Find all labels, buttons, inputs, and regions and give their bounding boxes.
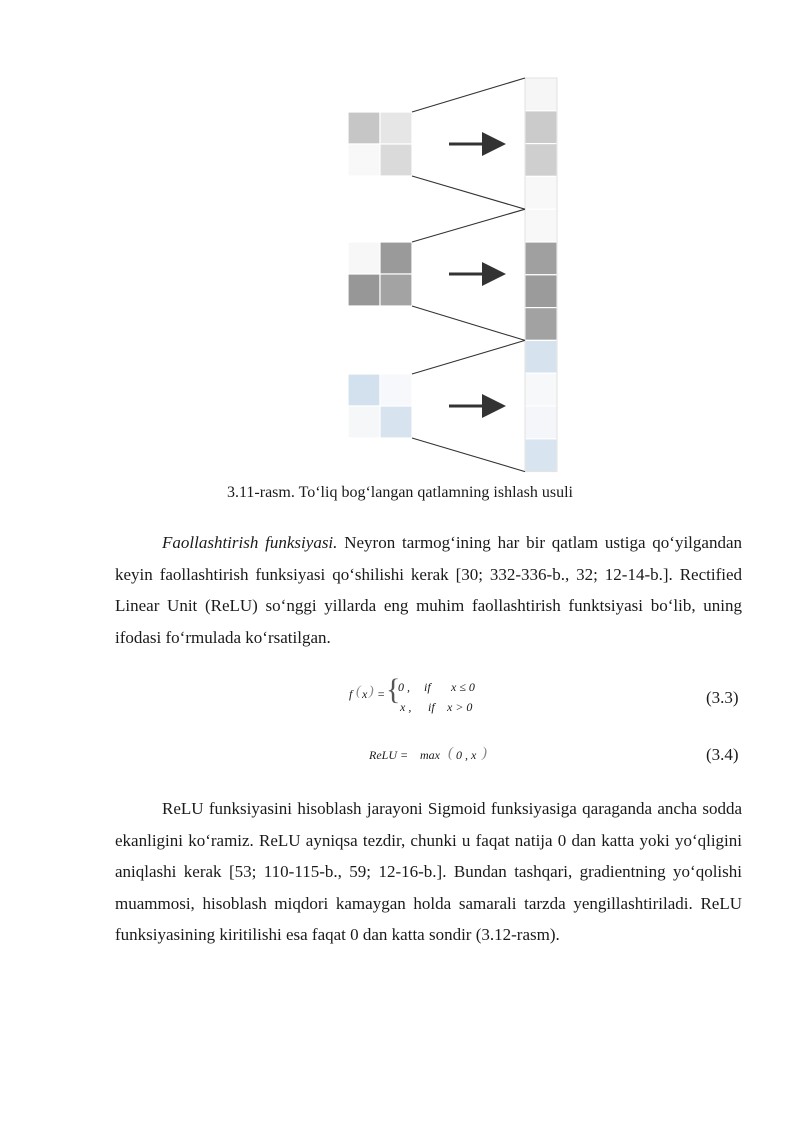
eq33-lhs: f — [349, 687, 353, 701]
figure-caption: 3.11-rasm. To‘liq bog‘langan qatlamning ishlash usuli — [227, 484, 573, 501]
eq33-case1-if: if — [424, 680, 431, 694]
output-neuron — [525, 176, 557, 209]
output-neuron — [525, 111, 557, 144]
eq34-paren-open: ( — [448, 745, 453, 761]
eq34-equals: = — [400, 748, 409, 762]
eq34-lhs: ReLU — [369, 748, 397, 762]
connection-line-top — [412, 209, 525, 242]
output-neuron — [525, 373, 557, 406]
output-neuron — [525, 209, 557, 242]
eq33-equals: = — [377, 687, 386, 701]
eq33-case2-val: x , — [400, 700, 412, 714]
input-patch-cell — [380, 112, 412, 144]
eq33-brace: { — [386, 673, 401, 706]
input-patch-cell — [348, 406, 380, 438]
output-neuron — [525, 275, 557, 308]
paragraph-body: Neyron tarmog‘ining har bir qatlam ustiga qo‘yilgandan keyin faollashtirish funksiyasi qo‘shilishi kerak [30; 332-336-b., 32; 12-14-b.]. Rectified Linear Unit (ReLU) so‘nggi yillarda eng muhim faollashtirish funktsiyasi bo‘lib, uning ifodasi fo‘rmulada ko‘rsatilgan. — [115, 533, 742, 647]
input-patch-cell — [380, 242, 412, 274]
output-neuron — [525, 78, 557, 111]
paragraph-relu-body: ReLU funksiyasini hisoblash jarayoni Sigmoid funksiyasiga qaraganda ancha sodda ekanligini ko‘ramiz. ReLU ayniqsa tezdir, chunki u faqat natija 0 dan katta yoki yo‘qligini aniqlashi kerak [53; 110-115-b., 59; 12-16-b.]. Bundan tashqari, gradientning yo‘qolishi muammosi, hisoblash miqdori kamaygan holda samarali tarzda yengillashtiriladi. ReLU funksiyasining kiritilishi esa faqat 0 dan katta sondir (3.12-rasm). — [115, 799, 742, 944]
eq34-label: (3.4) — [706, 745, 739, 764]
input-patch-cell — [380, 144, 412, 176]
eq34-args: 0 , x — [456, 748, 477, 762]
input-patch-cell — [380, 274, 412, 306]
eq33-paren-open: ( — [356, 684, 361, 699]
fully-connected-layer-figure — [340, 74, 565, 474]
paragraph-relu — [115, 793, 742, 951]
paragraph-activation-function — [115, 527, 742, 653]
input-patch-cell — [348, 274, 380, 306]
connection-line-top — [412, 78, 525, 112]
eq33-label: (3.3) — [706, 688, 739, 707]
output-neuron — [525, 439, 557, 472]
eq33-paren-close: ) — [369, 684, 374, 699]
input-patch-cell — [348, 144, 380, 176]
eq33-case2-if: if — [428, 700, 435, 714]
connection-line-bottom — [412, 176, 525, 209]
paragraph-lead: Faollashtirish funksiyasi. — [162, 533, 338, 552]
output-neuron — [525, 144, 557, 177]
output-neuron — [525, 406, 557, 439]
input-patch-cell — [348, 112, 380, 144]
eq33-case2-cond: x > 0 — [447, 700, 473, 714]
connection-line-bottom — [412, 438, 525, 472]
output-neuron — [525, 308, 557, 341]
eq33-lhs-arg: x — [362, 687, 368, 701]
connection-line-bottom — [412, 306, 525, 340]
output-neuron — [525, 242, 557, 275]
eq33-case1-cond: x ≤ 0 — [451, 680, 475, 694]
eq33-case1-val: 0 , — [398, 680, 410, 694]
eq34-func: max — [420, 748, 440, 762]
eq34-paren-close: ) — [482, 745, 487, 761]
input-patch-cell — [380, 374, 412, 406]
input-patch-cell — [348, 242, 380, 274]
connection-line-top — [412, 340, 525, 374]
input-patch-cell — [348, 374, 380, 406]
output-neuron — [525, 340, 557, 373]
input-patch-cell — [380, 406, 412, 438]
